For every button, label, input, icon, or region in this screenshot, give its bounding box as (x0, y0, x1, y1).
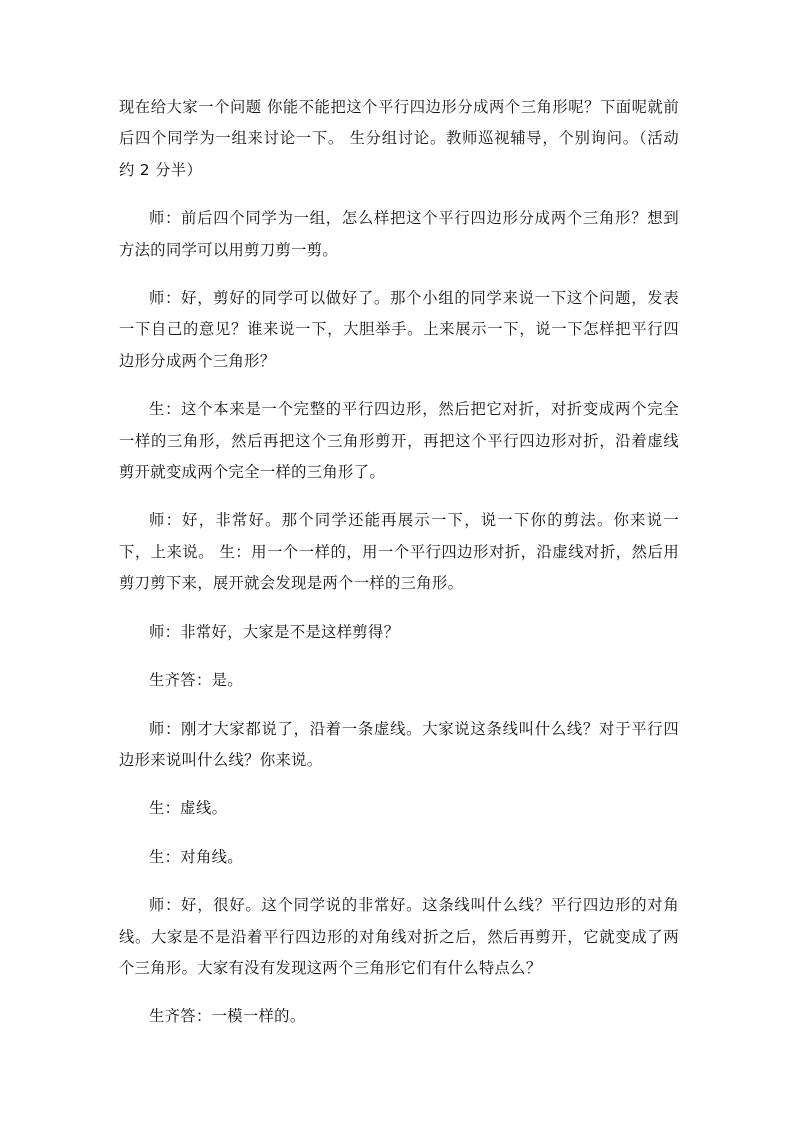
paragraph-students-same: 生齐答：一模一样的。 (149, 1007, 306, 1026)
paragraph-teacher-group: 师：前后四个同学为一组，怎么样把这个平行四边形分成两个三角形？想到方法的同学可以用剪刀剪一剪。 (119, 209, 679, 259)
paragraph-teacher-confirm: 师：非常好，大家是不是这样剪得？ (149, 622, 400, 641)
paragraph-intro: 现在给大家一个问题 你能不能把这个平行四边形分成两个三角形呢？下面呢就前后四个同学为一组来讨论一下。 生分组讨论。教师巡视辅导，个别询问。（活动约 2 分半） (119, 98, 679, 179)
paragraph-teacher-present: 师：好，剪好的同学可以做好了。那个小组的同学来说一下这个问题，发表一下自己的意见？谁来说一下，大胆举手。上来展示一下，说一下怎样把平行四边形分成两个三角形？ (119, 289, 679, 370)
document-page (119, 92, 679, 1050)
paragraph-teacher-line: 师：刚才大家都说了，沿着一条虚线。大家说这条线叫什么线？对于平行四边形来说叫什么线？你来说。 (119, 719, 679, 769)
paragraph-student-explain: 生：这个本来是一个完整的平行四边形，然后把它对折，对折变成两个完全一样的三角形，然后再把这个三角形剪开，再把这个平行四边形对折，沿着虚线剪开就变成两个完全一样的三角形了。 (119, 400, 679, 482)
paragraph-student-diagonal: 生：对角线。 (149, 847, 243, 866)
paragraph-student-dashed: 生：虚线。 (149, 799, 228, 818)
paragraph-teacher-again: 师：好，非常好。那个同学还能再展示一下，说一下你的剪法。你来说一下，上来说。 生：用一个一样的，用一个平行四边形对折，沿虚线对折，然后用剪刀剪下来，展开就会发现是两个一样的三角形。 (119, 511, 679, 593)
paragraph-teacher-diagonal: 师：好，很好。这个同学说的非常好。这条线叫什么线？平行四边形的对角线。大家是不是沿着平行四边形的对角线对折之后，然后再剪开，它就变成了两个三角形。大家有没有发现这两个三角形它们有什么特点么？ (119, 896, 679, 977)
paragraph-students-yes: 生齐答：是。 (149, 671, 243, 690)
